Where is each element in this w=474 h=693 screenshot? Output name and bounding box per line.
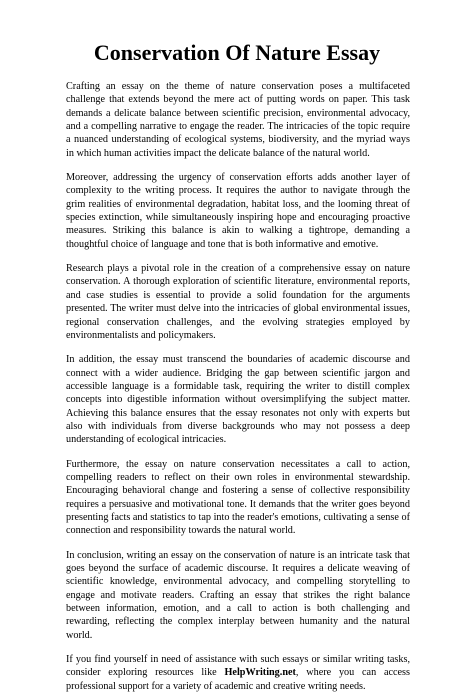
- paragraph-6: In conclusion, writing an essay on the conservation of nature is an intricate task that goes beyond the surface of academic discourse. It requires a delicate weaving of scientific knowledge, environmental advocacy, and compelling storytelling to engage and motivate readers. Crafting an essay that strikes the right balance between information, emotion, and a call to action is both challenging and rewarding, reflecting the complex interplay between humanity and the natural world.: [66, 549, 410, 641]
- paragraph-5: Furthermore, the essay on nature conservation necessitates a call to action, compelling readers to reflect on their own roles in environmental stewardship. Encouraging behavioral change and fostering a sense of collective responsibility requires a persuasive and motivational tone. It demands that the writer goes beyond presenting facts and statistics to tap into the reader's emotions, cultivating a sense of connection and responsibility towards the natural world.: [66, 458, 410, 537]
- paragraph-3: Research plays a pivotal role in the creation of a comprehensive essay on nature conservation. A thorough exploration of scientific literature, environmental reports, and case studies is essential to provide a solid foundation for the arguments presented. The writer must delve into the intricacies of global environmental issues, regional conservation challenges, and the evolving strategies employed by environmentalists and policymakers.: [66, 263, 410, 341]
- paragraph-4: In addition, the essay must transcend the boundaries of academic discourse and connect with a wider audience. Bridging the gap between scientific jargon and accessible language is a formidable task, requiring the writer to distill complex concepts into digestible information without oversimplifying the subject matter. Achieving this balance ensures that the essay resonates not only with experts but also with individuals from diverse backgrounds who may not possess a deep understanding of ecological intricacies.: [66, 354, 410, 446]
- document-title: Conservation Of Nature Essay: [93, 40, 381, 65]
- closing-paragraph: [66, 653, 410, 693]
- document-body: [66, 80, 410, 693]
- closing-text-after-link: , where you can access professional support for a variety of academic and creative writing needs.: [66, 667, 410, 692]
- paragraph-1: Crafting an essay on the theme of nature conservation poses a multifaceted challenge that extends beyond the mere act of putting words on paper. This task demands a delicate balance between scientific precision, environmental advocacy, and a compelling narrative to engage the reader. The intricacies of the topic require a nuanced understanding of ecological systems, biodiversity, and the myriad ways in which human activities impact the delicate balance of the natural world.: [66, 81, 410, 159]
- helpwriting-link[interactable]: HelpWriting.net: [224, 667, 296, 679]
- closing-text-before-link: If you find yourself in need of assistance with such essays or similar writing tasks, consider exploring resources like: [66, 654, 410, 679]
- paragraph-2: Moreover, addressing the urgency of conservation efforts adds another layer of complexity to the writing process. It requires the author to navigate through the grim realities of environmental degradation, habitat loss, and the looming threat of species extinction, while simultaneously inspiring hope and encouraging proactive measures. Striking this balance is akin to walking a tightrope, demanding a thoughtful choice of language and tone that is both informative and emotive.: [66, 172, 410, 250]
